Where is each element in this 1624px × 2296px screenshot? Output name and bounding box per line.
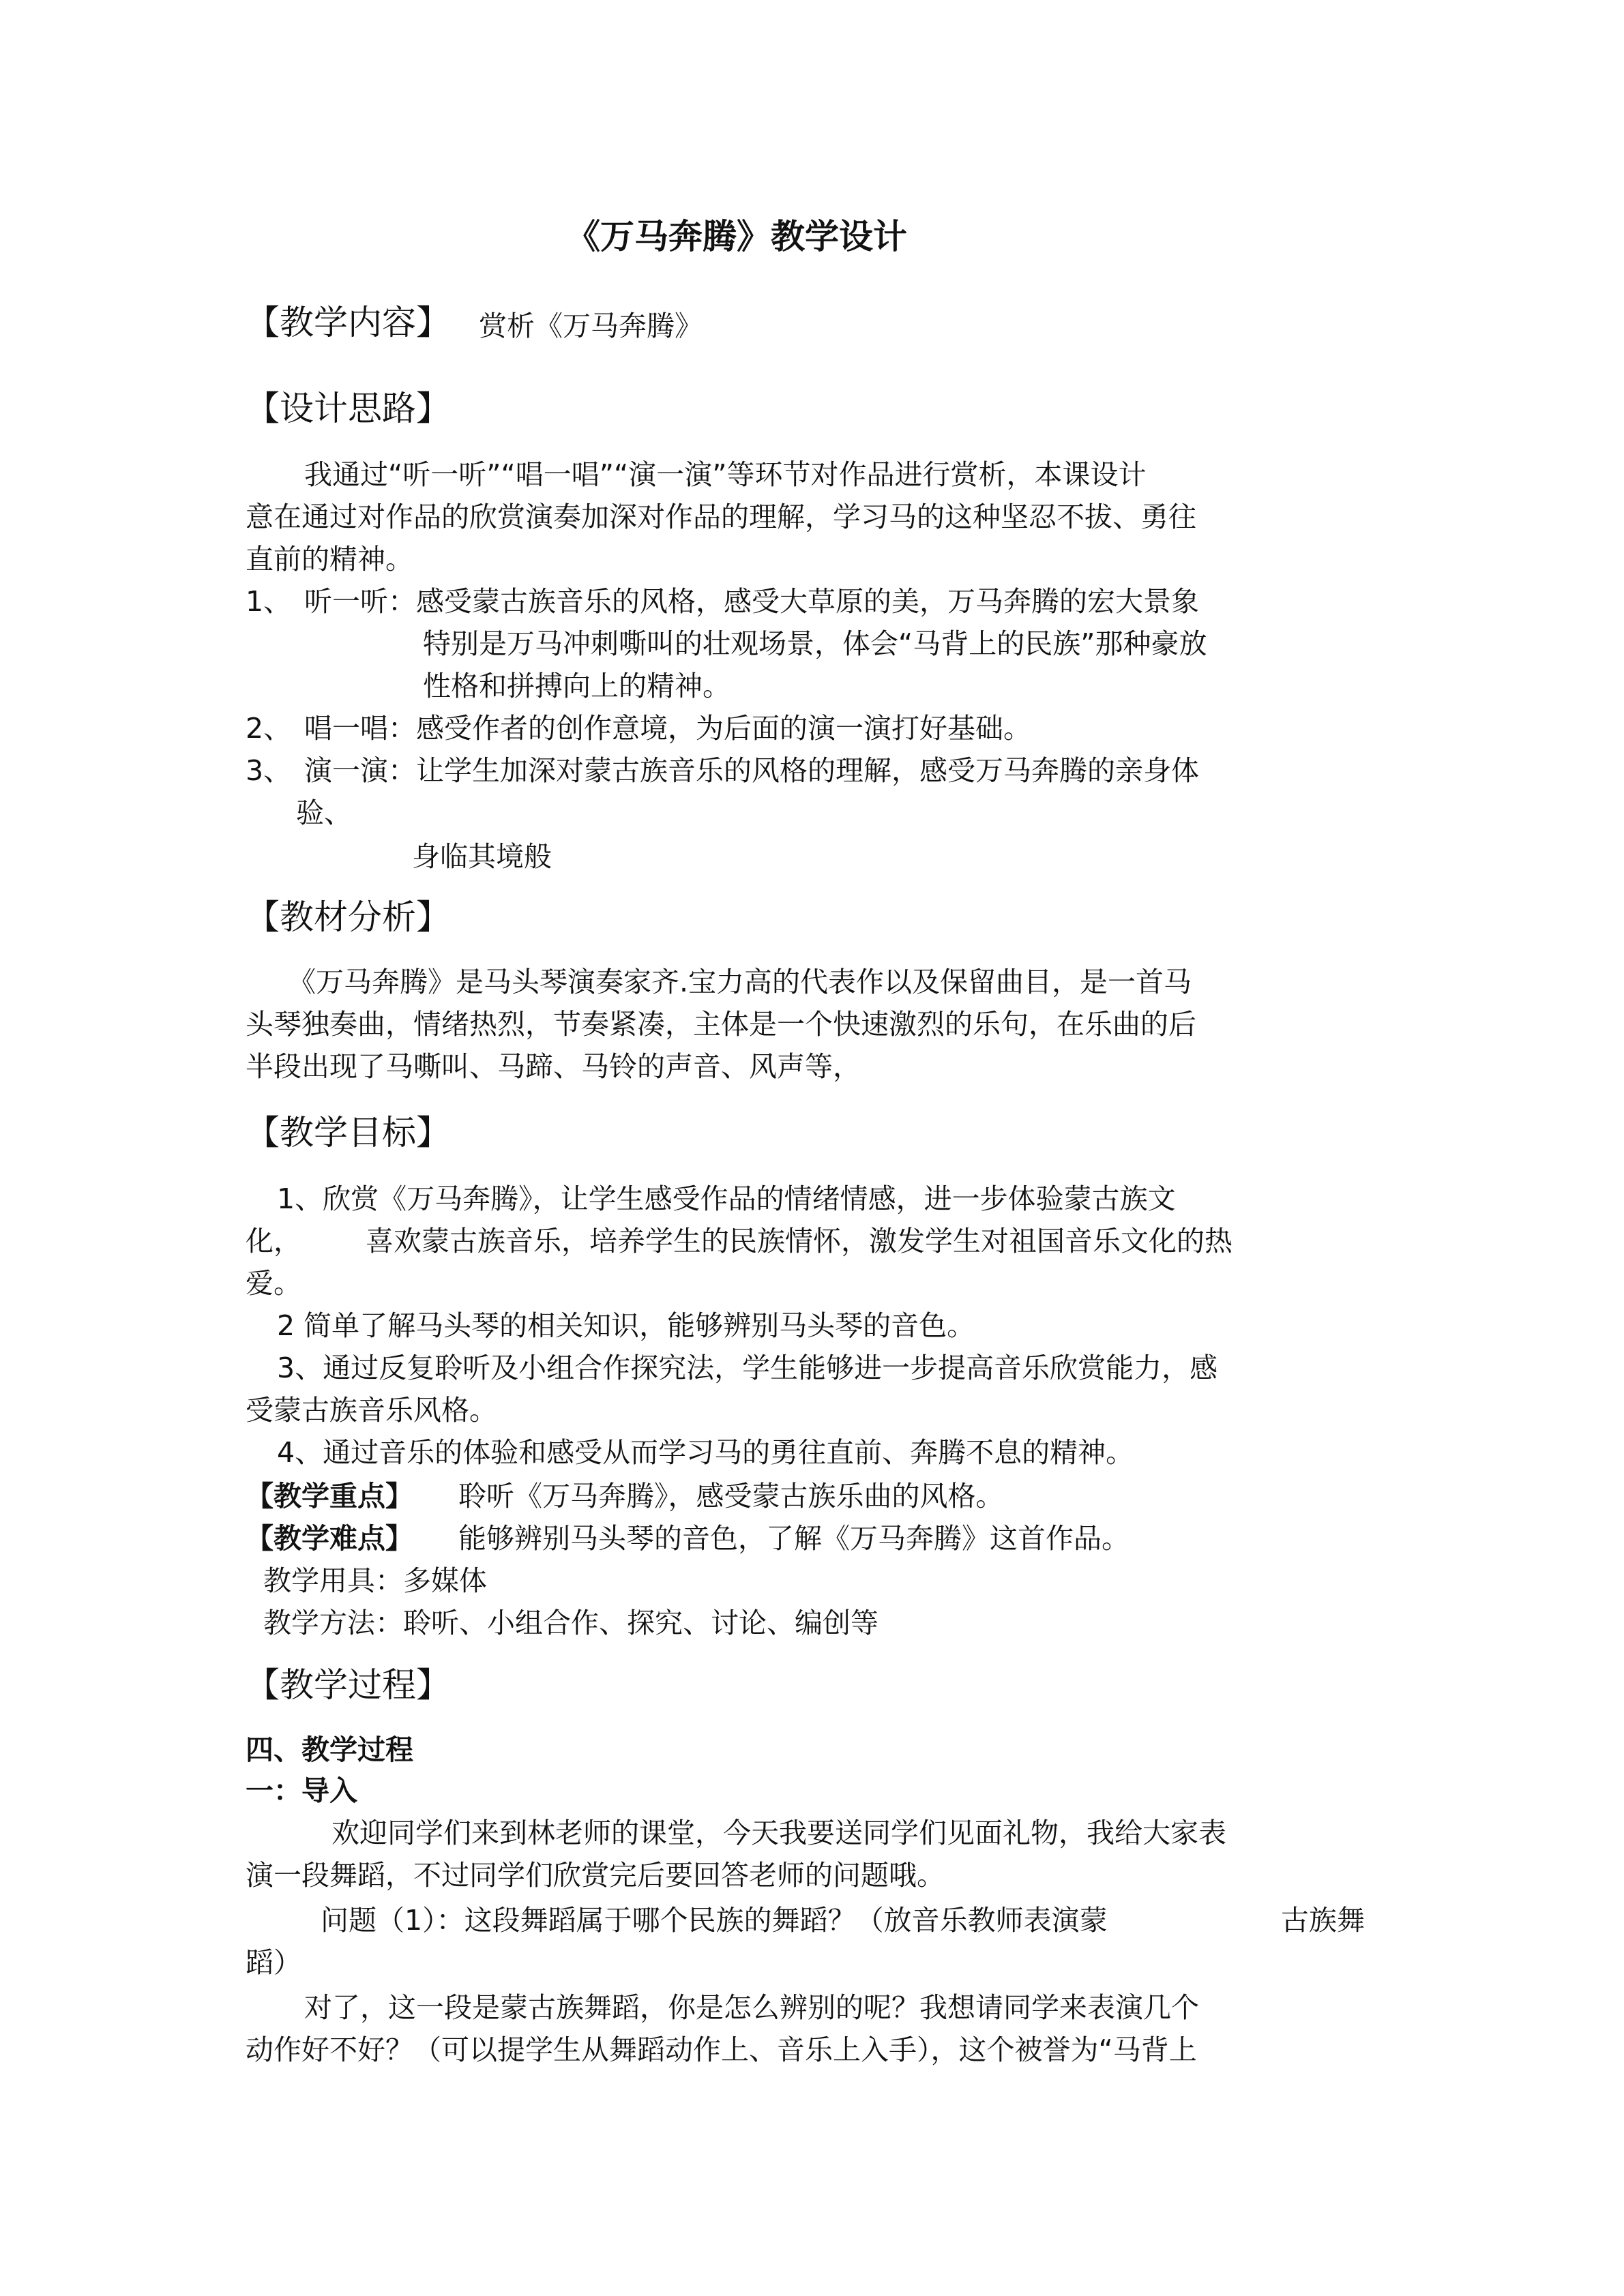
process-section-title: 四、教学过程 <box>246 1733 413 1766</box>
material-line: 头琴独奏曲，情绪热烈，节奏紧凑，主体是一个快速激烈的乐句，在乐曲的后 <box>246 1008 1196 1041</box>
difficulty-label: 【教学难点】 <box>246 1522 413 1555</box>
process-line: 动作好不好？（可以提学生从舞蹈动作上、音乐上入手），这个被誉为“马背上 <box>246 2033 1197 2066</box>
process-line: 蹈） <box>246 1946 301 1979</box>
design-item-1-number: 1、 <box>246 585 292 618</box>
design-intro-line: 直前的精神。 <box>246 543 413 576</box>
teaching-methods: 教学方法：聆听、小组合作、探究、讨论、编创等 <box>263 1607 879 1639</box>
goals-line: 爱。 <box>246 1267 301 1300</box>
design-item-2-number: 2、 <box>246 712 292 745</box>
design-intro-line: 意在通过对作品的欣赏演奏加深对作品的理解，学习马的这种坚忍不拔、勇往 <box>246 501 1196 533</box>
process-line: 对了，这一段是蒙古族舞蹈，你是怎么辨别的呢？我想请同学来表演几个 <box>304 1991 1199 2024</box>
goals-line: 3、通过反复聆听及小组合作探究法，学生能够进一步提高音乐欣赏能力，感 <box>277 1352 1218 1384</box>
design-intro-line: 我通过“听一听”“唱一唱”“演一演”等环节对作品进行赏析，本课设计 <box>304 458 1147 491</box>
goals-line: 喜欢蒙古族音乐，培养学生的民族情怀，激发学生对祖国音乐文化的热 <box>366 1225 1232 1257</box>
material-line: 半段出现了马嘶叫、马蹄、马铃的声音、风声等， <box>246 1050 861 1083</box>
process-line: 问题（1）：这段舞蹈属于哪个民族的舞蹈？（放音乐教师表演蒙 <box>321 1904 1108 1937</box>
process-line: 古族舞 <box>1281 1904 1365 1937</box>
goals-line: 1、欣赏《万马奔腾》，让学生感受作品的情绪情感，进一步体验蒙古族文 <box>277 1182 1176 1215</box>
material-line: 《万马奔腾》是马头琴演奏家齐.宝力高的代表作以及保留曲目，是一首马 <box>288 966 1192 998</box>
document-title: 《万马奔腾》教学设计 <box>566 217 907 256</box>
focus-label: 【教学重点】 <box>246 1480 413 1512</box>
design-item-3-continuation: 验、 <box>296 796 352 829</box>
design-item-3-text: 演一演：让学生加深对蒙古族音乐的风格的理解，感受万马奔腾的亲身体 <box>304 754 1199 787</box>
goals-line: 化， <box>246 1225 301 1257</box>
focus-text: 聆听《万马奔腾》，感受蒙古族乐曲的风格。 <box>458 1480 1004 1512</box>
design-item-1-text: 听一听：感受蒙古族音乐的风格，感受大草原的美，万马奔腾的宏大景象 <box>304 585 1199 618</box>
design-heading: 【设计思路】 <box>246 389 450 428</box>
design-item-1-continuation: 性格和拼搏向上的精神。 <box>423 670 730 702</box>
process-heading: 【教学过程】 <box>246 1665 450 1705</box>
content-text: 赏析《万马奔腾》 <box>479 310 703 342</box>
material-heading: 【教材分析】 <box>246 897 450 937</box>
goals-heading: 【教学目标】 <box>246 1113 450 1152</box>
process-line: 欢迎同学们来到林老师的课堂，今天我要送同学们见面礼物，我给大家表 <box>331 1817 1226 1849</box>
teaching-tools: 教学用具：多媒体 <box>263 1564 487 1597</box>
process-subsection-title: 一：导入 <box>246 1774 357 1807</box>
goals-line: 受蒙古族音乐风格。 <box>246 1394 497 1427</box>
design-item-3-number: 3、 <box>246 754 292 787</box>
process-line: 演一段舞蹈，不过同学们欣赏完后要回答老师的问题哦。 <box>246 1859 945 1892</box>
goals-line: 2 简单了解马头琴的相关知识，能够辨别马头琴的音色。 <box>277 1309 975 1342</box>
goals-line: 4、通过音乐的体验和感受从而学习马的勇往直前、奔腾不息的精神。 <box>277 1436 1134 1469</box>
difficulty-text: 能够辨别马头琴的音色，了解《万马奔腾》这首作品。 <box>458 1522 1130 1555</box>
content-heading: 【教学内容】 <box>246 303 450 342</box>
design-item-2-text: 唱一唱：感受作者的创作意境，为后面的演一演打好基础。 <box>304 712 1031 745</box>
design-item-1-continuation: 特别是万马冲刺嘶叫的壮观场景，体会“马背上的民族”那种豪放 <box>423 627 1207 660</box>
design-item-3-continuation: 身临其境般 <box>412 840 552 873</box>
